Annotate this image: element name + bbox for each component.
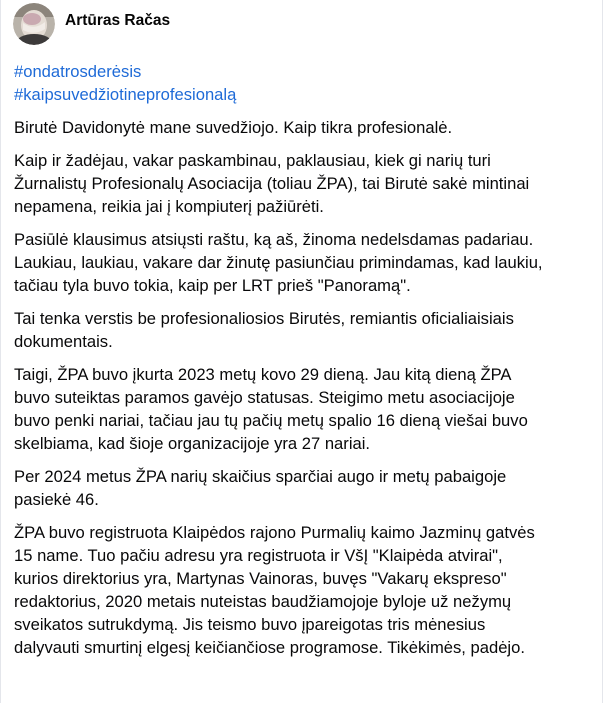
post-paragraph: Birutė Davidonytė mane suvedžiojo. Kaip tikra profesionalė. [14,118,453,137]
post-paragraph: Per 2024 metus ŽPA narių skaičius sparčiai augo ir metų pabaigoje pasiekė 46. [14,467,507,509]
post-text [14,60,594,669]
post-paragraph: Taigi, ŽPA buvo įkurta 2023 metų kovo 29 dieną. Jau kitą dieną ŽPA buvo suteiktas paramos gavėjo statusas. Steigimo metu asociacijoje buvo penki nariai, tačiau jau tų pačių metų spalio 16 dieną viešai buvo skelbiama, kad šioje organizacijoje yra 27 nariai. [14,365,528,453]
avatar-photo-icon [13,3,55,45]
post-header [13,2,170,46]
author-name[interactable]: Artūras Račas [65,12,171,29]
bottom-fade [1,689,602,703]
hashtag-list [14,60,594,106]
post-paragraph: Kaip ir žadėjau, vakar paskambinau, paklausiau, kiek gi narių turi Žurnalistų Profesionalų Asociacija (toliau ŽPA), tai Birutė sakė mintinai nepamena, reikia jai į kompiuterį pažiūrėti. [14,151,530,216]
post-paragraph: Tai tenka verstis be profesionaliosios Birutės, remiantis oficialiaisiais dokumentais. [14,309,514,351]
post-paragraph: ŽPA buvo registruota Klaipėdos rajono Purmalių kaimo Jazminų gatvės 15 name. Tuo pačiu adresu yra registruota ir VšĮ "Klaipėda atvirai", kurios direktorius yra, Martynas Vainoras, buvęs "Vakarų ekspreso" redaktorius, 2020 metais nuteistas baudžiamojoje byloje už nežymų sveikatos sutrukdymą. Jis teismo buvo įpareigotas tris mėnesius dalyvauti smurtinį elgesį keičiančiose programose. Tikėkimės, padėjo. [14,523,535,657]
hashtag-link[interactable]: #kaipsuvedžiotineprofesionalą [14,85,237,104]
hashtag-link[interactable]: #ondatrosderėsis [14,62,142,81]
post-paragraph: Pasiūlė klausimus atsiųsti raštu, ką aš, žinoma nedelsdamas padariau. Laukiau, laukiau, vakare dar žinutę pasiunčiau primindamas, kad laukiu, tačiau tyla buvo tokia, kaip per LRT prieš "Panoramą". [14,230,543,295]
avatar[interactable] [13,3,55,45]
